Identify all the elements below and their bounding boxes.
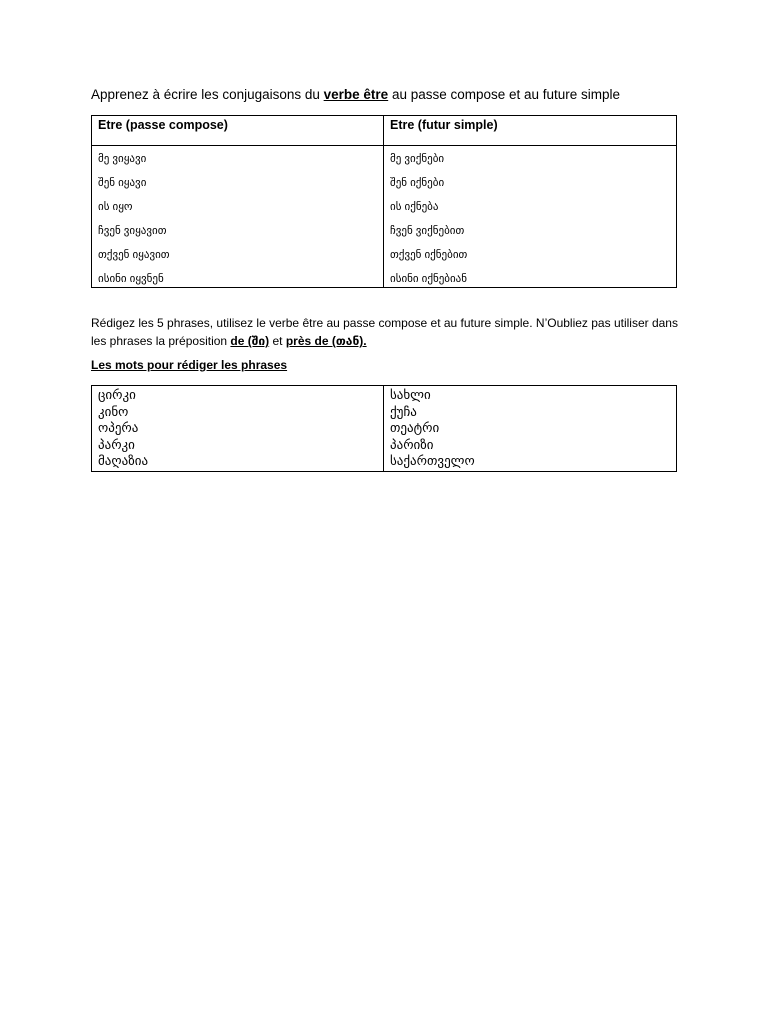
conjugation-line: მე ვიქნები <box>390 153 445 165</box>
intro-verb: verbe être <box>323 87 389 102</box>
conjugation-header-row <box>92 116 677 146</box>
preposition-de: de (ში) <box>230 334 270 348</box>
conjugation-line: ჩვენ ვიყავით <box>98 225 167 237</box>
preposition-pres-de: près de (თან). <box>285 334 367 348</box>
intro-text-after: au passe compose et au future simple <box>388 87 621 102</box>
header-futur-simple: Etre (futur simple) <box>384 116 677 146</box>
words-right-column <box>384 386 677 472</box>
conjugation-line: ისინი იქნებიან <box>390 273 468 285</box>
words-table <box>91 385 677 472</box>
word-item: პარკი <box>98 436 135 452</box>
conjugation-table <box>91 115 677 288</box>
word-item: სახლი <box>390 387 431 402</box>
conjugation-line: თქვენ იყავით <box>98 249 170 261</box>
instructions-connector: et <box>269 334 286 348</box>
word-item: მაღაზია <box>98 453 149 468</box>
futur-simple-column <box>384 146 677 288</box>
conjugation-line: შენ იყავი <box>98 177 147 189</box>
word-item: ცირკი <box>98 387 136 402</box>
words-row <box>92 386 677 472</box>
conjugation-line: ჩვენ ვიქნებით <box>390 225 465 237</box>
header-passe-compose: Etre (passe compose) <box>92 116 384 146</box>
word-item: ქუჩა <box>390 403 417 419</box>
words-section-title: Les mots pour rédiger les phrases <box>91 358 288 372</box>
intro-sentence <box>91 87 691 102</box>
word-item: საქართველო <box>390 453 475 468</box>
conjugation-line: შენ იქნები <box>390 177 445 189</box>
words-left-column <box>92 386 384 472</box>
instructions-paragraph <box>91 314 681 350</box>
conjugation-line: მე ვიყავი <box>98 153 147 165</box>
conjugation-line: ისინი იყვნენ <box>98 273 164 285</box>
instructions-text: Rédigez les 5 phrases, utilisez le verbe être au passe compose et au future simple. N’Oubliez pas utiliser dans les phrases la préposition <box>91 316 678 348</box>
conjugation-line: ის იყო <box>98 201 133 213</box>
word-item: პარიზი <box>390 436 434 452</box>
conjugation-line: ის იქნება <box>390 201 439 213</box>
word-item: თეატრი <box>390 420 440 435</box>
word-item: ოპერა <box>98 420 139 435</box>
passe-compose-column <box>92 146 384 288</box>
word-item: კინო <box>98 403 129 419</box>
intro-text-before: Apprenez à écrire les conjugaisons du <box>91 87 324 102</box>
conjugation-line: თქვენ იქნებით <box>390 249 468 261</box>
conjugation-body-row <box>92 146 677 288</box>
